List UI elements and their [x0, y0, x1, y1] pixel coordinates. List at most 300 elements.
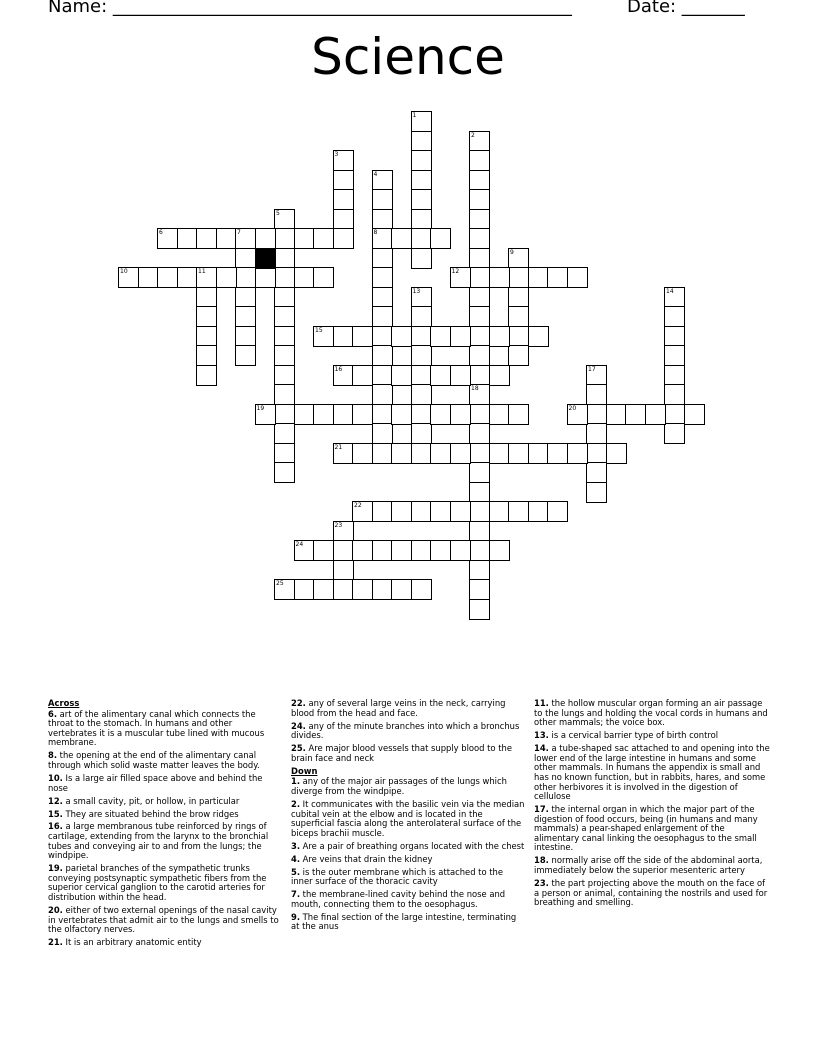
cell-number: 12	[451, 268, 460, 275]
grid-cell[interactable]	[430, 501, 451, 522]
grid-cell[interactable]	[177, 228, 198, 249]
grid-cell[interactable]	[333, 579, 354, 600]
clue-item	[48, 710, 280, 748]
grid-cell[interactable]	[235, 287, 256, 308]
grid-cell[interactable]	[333, 404, 354, 425]
grid-cell[interactable]	[235, 345, 256, 366]
grid-cell[interactable]	[469, 579, 490, 600]
clue-text: any of the major air passages of the lungs which diverge from the windpipe.	[291, 776, 507, 796]
grid-cell[interactable]	[333, 521, 354, 542]
grid-cell[interactable]	[372, 267, 393, 288]
grid-cell[interactable]	[411, 326, 432, 347]
clue-text: Are veins that drain the kidney	[300, 853, 433, 864]
grid-cell[interactable]	[508, 267, 529, 288]
grid-cell[interactable]	[469, 462, 490, 483]
clue-item	[48, 822, 280, 860]
grid-cell[interactable]	[352, 443, 373, 464]
grid-cell[interactable]	[430, 228, 451, 249]
clues-column-3	[534, 699, 770, 911]
grid-cell[interactable]	[430, 443, 451, 464]
grid-cell[interactable]	[586, 462, 607, 483]
grid-cell[interactable]	[411, 404, 432, 425]
clue-text: a large membranous tube reinforced by rings of cartilage, extending from the larynx to the bronchial tubes and conveying air to and from the lungs; the windpipe.	[48, 821, 269, 861]
grid-cell[interactable]	[411, 170, 432, 191]
grid-cell[interactable]	[333, 189, 354, 210]
clue-number: 11.	[534, 698, 549, 708]
clue-number: 18.	[534, 855, 549, 866]
grid-cell[interactable]	[333, 209, 354, 230]
grid-cell[interactable]	[547, 501, 568, 522]
grid-cell[interactable]	[528, 443, 549, 464]
grid-cell[interactable]	[372, 209, 393, 230]
grid-cell[interactable]	[391, 443, 412, 464]
grid-cell[interactable]	[294, 267, 315, 288]
cell-number: 2	[471, 131, 475, 139]
grid-cell[interactable]	[274, 248, 295, 269]
clues-column-1	[48, 699, 280, 951]
grid-cell[interactable]	[411, 365, 432, 386]
grid-cell[interactable]	[664, 423, 685, 444]
grid-cell[interactable]	[411, 131, 432, 152]
grid-cell[interactable]	[508, 404, 529, 425]
clue-number: 23.	[534, 878, 549, 889]
cell-number: 24	[295, 541, 304, 548]
grid-cell[interactable]	[313, 540, 334, 561]
grid-cell[interactable]	[684, 404, 705, 425]
clue-item	[48, 938, 280, 948]
grid-cell[interactable]	[430, 404, 451, 425]
cell-number: 17	[588, 365, 596, 373]
clue-text: is the outer membrane which is attached to the inner surface of the thoracic cavity	[291, 866, 503, 887]
cell-number: 10	[120, 268, 128, 275]
grid-cell[interactable]	[157, 267, 178, 288]
grid-cell[interactable]	[469, 404, 490, 425]
grid-cell[interactable]	[372, 248, 393, 269]
clue-item	[291, 855, 527, 865]
grid-cell[interactable]	[333, 540, 354, 561]
grid-cell[interactable]	[586, 365, 607, 386]
grid-cell[interactable]	[664, 404, 685, 425]
grid-cell[interactable]	[469, 365, 490, 386]
cell-number: 8	[373, 229, 378, 236]
grid-cell[interactable]	[489, 404, 510, 425]
grid-cell[interactable]	[352, 365, 373, 386]
grid-cell[interactable]	[372, 306, 393, 327]
clue-number: 14.	[534, 743, 549, 754]
grid-cell[interactable]	[450, 267, 471, 288]
grid-cell[interactable]	[411, 384, 432, 405]
clue-item	[534, 744, 770, 802]
cell-number: 18	[471, 385, 479, 392]
clue-number: 16.	[48, 821, 63, 832]
grid-cell[interactable]	[294, 579, 315, 600]
grid-cell[interactable]	[333, 326, 354, 347]
grid-cell[interactable]	[235, 326, 256, 347]
grid-cell[interactable]	[586, 482, 607, 503]
grid-cell[interactable]	[391, 579, 412, 600]
clue-text: Are major blood vessels that supply blood to the brain face and neck	[291, 743, 512, 763]
clue-text: The final section of the large intestine, terminating at the anus	[291, 911, 517, 932]
grid-cell[interactable]	[586, 384, 607, 405]
clue-text: normally arise off the side of the abdominal aorta, immediately below the superior mesenteric artery	[534, 855, 763, 876]
grid-cell[interactable]	[274, 365, 295, 386]
clue-text: parietal branches of the sympathetic trunks conveying postsynaptic sympathetic fibers from the superior cervical ganglion to the carotid arteries for distribution within the head.	[48, 863, 267, 903]
grid-cell[interactable]	[372, 326, 393, 347]
grid-cell[interactable]	[333, 228, 354, 249]
grid-cell[interactable]	[469, 228, 490, 249]
cell-number: 3	[334, 151, 339, 158]
cell-number: 6	[159, 229, 163, 236]
grid-cell[interactable]	[508, 287, 529, 308]
grid-cell[interactable]	[469, 131, 490, 152]
grid-cell[interactable]	[469, 443, 490, 464]
grid-cell[interactable]	[528, 326, 549, 347]
grid-cell[interactable]	[606, 404, 627, 425]
grid-cell[interactable]	[567, 404, 588, 425]
clue-text: the part projecting above the mouth on the face of a person or animal, containing the nostrils and used for breathing and smelling.	[534, 878, 768, 908]
clue-item	[48, 751, 280, 770]
grid-cell[interactable]	[645, 404, 666, 425]
cell-number: 19	[256, 404, 265, 412]
grid-cell[interactable]	[469, 599, 490, 620]
clue-number: 20.	[48, 905, 63, 916]
grid-cell[interactable]	[372, 501, 393, 522]
clue-item	[291, 699, 527, 718]
grid-cell[interactable]	[411, 579, 432, 600]
grid-cell[interactable]	[508, 326, 529, 347]
cell-number: 23	[334, 521, 343, 529]
grid-cell[interactable]	[430, 326, 451, 347]
clue-text: the internal organ in which the major part of the digestion of food occurs, being (in humans and many mammals) a pear-shaped enlargement of the alimentary canal linking the oesophagus to the small intestine.	[534, 804, 758, 853]
grid-cell[interactable]	[567, 267, 588, 288]
grid-cell[interactable]	[469, 501, 490, 522]
grid-cell[interactable]	[508, 345, 529, 366]
grid-cell[interactable]	[196, 228, 217, 249]
grid-cell[interactable]	[372, 579, 393, 600]
grid-cell[interactable]	[255, 404, 276, 425]
grid-cell[interactable]	[547, 443, 568, 464]
grid-cell[interactable]	[235, 267, 256, 288]
cell-number: 5	[276, 209, 280, 217]
cell-number: 20	[568, 404, 577, 412]
page-title: Science	[311, 28, 505, 86]
grid-cell[interactable]	[352, 579, 373, 600]
clue-number: 2.	[291, 798, 301, 809]
down-heading: Down	[291, 765, 318, 776]
cell-number: 11	[198, 268, 206, 275]
grid-cell[interactable]	[274, 423, 295, 444]
clue-number: 9.	[291, 911, 301, 922]
clue-number: 24.	[291, 720, 306, 731]
grid-cell[interactable]	[372, 189, 393, 210]
clue-item	[291, 777, 527, 796]
clue-text: Is a large air filled space above and behind the nose	[48, 772, 263, 793]
grid-cell[interactable]	[352, 501, 373, 522]
grid-cell[interactable]	[255, 267, 276, 288]
grid-cell[interactable]	[469, 560, 490, 581]
grid-cell[interactable]	[352, 404, 373, 425]
grid-cell[interactable]	[664, 365, 685, 386]
clue-number: 1.	[291, 776, 301, 787]
clues-column-2	[291, 699, 527, 935]
grid-cell[interactable]	[333, 443, 354, 464]
grid-cell[interactable]	[411, 306, 432, 327]
grid-cell[interactable]	[450, 365, 471, 386]
grid-cell[interactable]	[586, 423, 607, 444]
grid-cell[interactable]	[489, 501, 510, 522]
clue-item	[291, 842, 527, 852]
grid-cell[interactable]	[235, 228, 256, 249]
clue-text: art of the alimentary canal which connects the throat to the stomach. In humans and other vertebrates it is a muscular tube lined with mucous membrane.	[48, 708, 265, 748]
grid-cell[interactable]	[372, 540, 393, 561]
grid-block	[255, 248, 276, 269]
clue-item	[48, 774, 280, 793]
grid-cell[interactable]	[411, 443, 432, 464]
grid-cell[interactable]	[255, 228, 276, 249]
grid-cell[interactable]	[313, 404, 334, 425]
grid-cell[interactable]	[489, 326, 510, 347]
grid-cell[interactable]	[469, 482, 490, 503]
grid-cell[interactable]	[391, 228, 412, 249]
grid-cell[interactable]	[333, 560, 354, 581]
grid-cell[interactable]	[216, 267, 237, 288]
grid-cell[interactable]	[372, 228, 393, 249]
clue-item	[48, 810, 280, 820]
grid-cell[interactable]	[469, 540, 490, 561]
grid-cell[interactable]	[138, 267, 159, 288]
grid-cell[interactable]	[469, 267, 490, 288]
grid-cell[interactable]	[489, 267, 510, 288]
grid-cell[interactable]	[450, 540, 471, 561]
grid-cell[interactable]	[216, 228, 237, 249]
grid-cell[interactable]	[411, 189, 432, 210]
grid-cell[interactable]	[391, 501, 412, 522]
grid-cell[interactable]	[274, 345, 295, 366]
clue-item	[291, 913, 527, 932]
grid-cell[interactable]	[664, 306, 685, 327]
grid-cell[interactable]	[547, 267, 568, 288]
grid-cell[interactable]	[469, 248, 490, 269]
grid-cell[interactable]	[274, 384, 295, 405]
grid-cell[interactable]	[313, 228, 334, 249]
grid-cell[interactable]	[196, 287, 217, 308]
grid-cell[interactable]	[274, 228, 295, 249]
grid-cell[interactable]	[469, 209, 490, 230]
grid-cell[interactable]	[196, 345, 217, 366]
grid-cell[interactable]	[274, 579, 295, 600]
grid-cell[interactable]	[508, 501, 529, 522]
grid-cell[interactable]	[313, 326, 334, 347]
grid-cell[interactable]	[508, 248, 529, 269]
clue-item	[534, 805, 770, 853]
clue-item	[48, 797, 280, 807]
grid-cell[interactable]	[489, 443, 510, 464]
clue-number: 21.	[48, 937, 63, 948]
clue-text: It is an arbitrary anatomic entity	[62, 937, 202, 948]
clue-text: a tube-shaped sac attached to and opening into the lower end of the large intestine in humans and some other mammals. In humans the appendix is small and has no known function, but in rabbits, hares, and some other herbivores it is involved in the digestion of cellulose	[534, 743, 770, 802]
grid-cell[interactable]	[664, 287, 685, 308]
cell-number: 15	[315, 326, 323, 334]
clue-number: 19.	[48, 863, 63, 874]
grid-cell[interactable]	[469, 384, 490, 405]
grid-cell[interactable]	[352, 326, 373, 347]
cell-number: 9	[510, 248, 514, 256]
grid-cell[interactable]	[430, 365, 451, 386]
grid-cell[interactable]	[664, 326, 685, 347]
clue-number: 22.	[291, 698, 306, 708]
grid-cell[interactable]	[469, 150, 490, 171]
grid-cell[interactable]	[430, 540, 451, 561]
clue-number: 10.	[48, 772, 63, 783]
grid-cell[interactable]	[391, 540, 412, 561]
clue-text: any of several large veins in the neck, carrying blood from the head and face.	[291, 698, 506, 718]
grid-cell[interactable]	[333, 170, 354, 191]
clue-text: any of the minute branches into which a bronchus divides.	[291, 720, 520, 741]
clue-text: the opening at the end of the alimentary canal through which solid waste matter leaves the body.	[48, 750, 260, 770]
grid-cell[interactable]	[372, 170, 393, 191]
cell-number: 22	[354, 502, 362, 509]
grid-cell[interactable]	[294, 540, 315, 561]
grid-cell[interactable]	[196, 326, 217, 347]
grid-cell[interactable]	[411, 501, 432, 522]
grid-cell[interactable]	[372, 287, 393, 308]
grid-cell[interactable]	[196, 267, 217, 288]
grid-cell[interactable]	[372, 345, 393, 366]
clue-text: the hollow muscular organ forming an air passage to the lungs and holding the vocal cords in humans and other mammals; the voice box.	[534, 698, 768, 728]
grid-cell[interactable]	[586, 443, 607, 464]
grid-cell[interactable]	[450, 501, 471, 522]
grid-cell[interactable]	[274, 326, 295, 347]
cell-number: 1	[412, 112, 417, 119]
grid-cell[interactable]	[411, 423, 432, 444]
grid-cell[interactable]	[411, 287, 432, 308]
clue-item	[534, 731, 770, 741]
grid-cell[interactable]	[469, 521, 490, 542]
grid-cell[interactable]	[489, 540, 510, 561]
grid-cell[interactable]	[469, 326, 490, 347]
grid-cell[interactable]	[235, 248, 256, 269]
cell-number: 25	[276, 580, 284, 587]
grid-cell[interactable]	[508, 306, 529, 327]
across-heading: Across	[48, 698, 80, 708]
grid-cell[interactable]	[450, 404, 471, 425]
grid-cell[interactable]	[157, 228, 178, 249]
grid-cell[interactable]	[333, 365, 354, 386]
clue-number: 8.	[48, 750, 58, 761]
grid-cell[interactable]	[469, 189, 490, 210]
grid-cell[interactable]	[372, 365, 393, 386]
clue-number: 4.	[291, 853, 301, 864]
grid-cell[interactable]	[411, 228, 432, 249]
clue-item	[291, 868, 527, 887]
grid-cell[interactable]	[469, 423, 490, 444]
clue-number: 7.	[291, 889, 301, 900]
grid-cell[interactable]	[235, 306, 256, 327]
clue-item	[48, 864, 280, 902]
clue-number: 15.	[48, 808, 63, 819]
clue-number: 13.	[534, 730, 549, 741]
grid-cell[interactable]	[177, 267, 198, 288]
grid-cell[interactable]	[411, 248, 432, 269]
clue-text: They are situated behind the brow ridges	[62, 808, 239, 819]
grid-cell[interactable]	[469, 345, 490, 366]
clue-text: is a cervical barrier type of birth control	[548, 730, 719, 741]
grid-cell[interactable]	[274, 267, 295, 288]
grid-cell[interactable]	[196, 306, 217, 327]
grid-cell[interactable]	[118, 267, 139, 288]
grid-cell[interactable]	[274, 209, 295, 230]
date-field-label: Date: _______	[627, 0, 745, 17]
cell-number: 4	[373, 170, 378, 178]
grid-cell[interactable]	[274, 404, 295, 425]
grid-cell[interactable]	[372, 423, 393, 444]
grid-cell[interactable]	[567, 443, 588, 464]
grid-cell[interactable]	[586, 404, 607, 425]
grid-cell[interactable]	[508, 443, 529, 464]
grid-cell[interactable]	[411, 150, 432, 171]
grid-cell[interactable]	[411, 111, 432, 132]
grid-cell[interactable]	[664, 384, 685, 405]
grid-cell[interactable]	[294, 404, 315, 425]
grid-cell[interactable]	[528, 501, 549, 522]
grid-cell[interactable]	[411, 209, 432, 230]
grid-cell[interactable]	[372, 384, 393, 405]
grid-cell[interactable]	[391, 326, 412, 347]
grid-cell[interactable]	[469, 287, 490, 308]
clue-text: the membrane-lined cavity behind the nose and mouth, connecting them to the oesophagus.	[291, 889, 506, 909]
grid-cell[interactable]	[528, 267, 549, 288]
grid-cell[interactable]	[469, 306, 490, 327]
grid-cell[interactable]	[274, 306, 295, 327]
grid-cell[interactable]	[333, 150, 354, 171]
clue-item	[291, 744, 527, 763]
clue-number: 3.	[291, 840, 301, 851]
grid-cell[interactable]	[450, 326, 471, 347]
grid-cell[interactable]	[606, 443, 627, 464]
grid-cell[interactable]	[196, 365, 217, 386]
grid-cell[interactable]	[411, 345, 432, 366]
grid-cell[interactable]	[372, 443, 393, 464]
grid-cell[interactable]	[469, 170, 490, 191]
grid-cell[interactable]	[274, 443, 295, 464]
grid-cell[interactable]	[450, 443, 471, 464]
cell-number: 13	[412, 287, 421, 295]
grid-cell[interactable]	[391, 365, 412, 386]
clue-text: a small cavity, pit, or hollow, in particular	[62, 795, 240, 806]
grid-cell[interactable]	[352, 540, 373, 561]
cell-number: 7	[237, 229, 241, 236]
cell-number: 21	[334, 443, 343, 451]
clue-item	[534, 856, 770, 875]
grid-cell[interactable]	[391, 404, 412, 425]
grid-cell[interactable]	[274, 287, 295, 308]
clue-text: Are a pair of breathing organs located with the chest	[300, 840, 525, 851]
clue-number: 6.	[48, 708, 58, 719]
grid-cell[interactable]	[313, 579, 334, 600]
grid-cell[interactable]	[294, 228, 315, 249]
grid-cell[interactable]	[664, 345, 685, 366]
grid-cell[interactable]	[489, 365, 510, 386]
grid-cell[interactable]	[313, 267, 334, 288]
grid-cell[interactable]	[411, 540, 432, 561]
name-field-label: Name: ___________________________________________________	[48, 0, 572, 17]
clue-text: either of two external openings of the nasal cavity in vertebrates that admit air to the lungs and smells to the olfactory nerves.	[48, 905, 279, 935]
grid-cell[interactable]	[274, 462, 295, 483]
clue-text: It communicates with the basilic vein via the median cubital vein at the elbow and is located in the superficial fascia along the anterolateral surface of the biceps brachii muscle.	[291, 798, 525, 838]
grid-cell[interactable]	[625, 404, 646, 425]
clue-item	[534, 699, 770, 728]
grid-cell[interactable]	[372, 404, 393, 425]
